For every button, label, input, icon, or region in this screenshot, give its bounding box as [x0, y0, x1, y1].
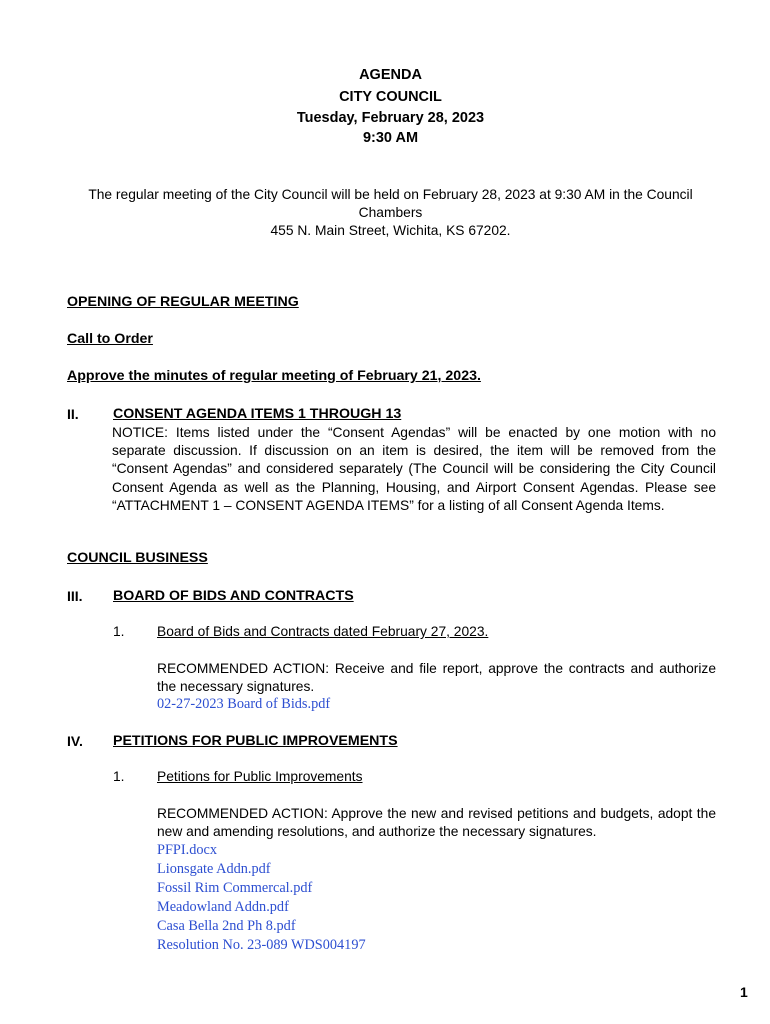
- bids-contracts-heading: BOARD OF BIDS AND CONTRACTS: [113, 588, 354, 604]
- consent-agenda-heading: CONSENT AGENDA ITEMS 1 THROUGH 13: [113, 406, 402, 422]
- approve-minutes-heading: Approve the minutes of regular meeting of February 21, 2023.: [67, 368, 481, 384]
- page-number: 1: [740, 984, 748, 1000]
- attachment-link[interactable]: Fossil Rim Commercal.pdf: [157, 880, 313, 896]
- petitions-item-title: Petitions for Public Improvements: [157, 769, 363, 784]
- council-business-heading: COUNCIL BUSINESS: [67, 550, 208, 566]
- attachment-link[interactable]: Meadowland Addn.pdf: [157, 899, 289, 915]
- attachment-link[interactable]: Resolution No. 23-089 WDS004197: [157, 937, 366, 953]
- petitions-recommended-action: RECOMMENDED ACTION: Approve the new and revised petitions and budgets, adopt the new and amending resolutions, and authorize the necessary signatures.: [157, 806, 716, 840]
- meeting-intro: [60, 186, 721, 240]
- bids-recommended-action: RECOMMENDED ACTION: Receive and file report, approve the contracts and authorize the necessary signatures.: [157, 661, 716, 695]
- attachment-link[interactable]: PFPI.docx: [157, 842, 217, 858]
- section-numeral-ii: II.: [67, 406, 79, 422]
- petitions-attachments: [157, 841, 366, 955]
- bids-item-number: 1.: [113, 624, 125, 639]
- meeting-time: 9:30 AM: [362, 130, 419, 146]
- attachment-link[interactable]: Lionsgate Addn.pdf: [157, 861, 271, 877]
- intro-address: 455 N. Main Street, Wichita, KS 67202.: [270, 223, 511, 238]
- attachment-link[interactable]: Casa Bella 2nd Ph 8.pdf: [157, 918, 296, 934]
- agenda-title: AGENDA: [359, 67, 422, 83]
- intro-line-2: Chambers: [358, 205, 423, 220]
- council-name: CITY COUNCIL: [339, 89, 442, 105]
- meeting-date: Tuesday, February 28, 2023: [296, 110, 485, 126]
- section-numeral-iv: IV.: [67, 733, 83, 749]
- petitions-item-number: 1.: [113, 769, 125, 784]
- bids-item-title: Board of Bids and Contracts dated February 27, 2023.: [157, 624, 489, 639]
- consent-notice: NOTICE: Items listed under the “Consent Agendas” will be enacted by one motion with no separate discussion. If discussion on an item is desired, the item will be removed from the “Consent Agendas” and considered separately (The Council will be considering the City Council Consent Agenda as well as the Planning, Housing, and Airport Consent Agendas. Please see “ATTACHMENT 1 – CONSENT AGENDA ITEMS” for a listing of all Consent Agenda Items.: [112, 425, 716, 513]
- intro-line-1: The regular meeting of the City Council will be held on February 28, 2023 at 9:30 AM in the Council: [88, 187, 693, 202]
- petitions-heading: PETITIONS FOR PUBLIC IMPROVEMENTS: [113, 733, 398, 749]
- call-to-order-heading: Call to Order: [67, 331, 153, 347]
- attachment-link[interactable]: 02-27-2023 Board of Bids.pdf: [157, 696, 331, 712]
- section-numeral-iii: III.: [67, 588, 83, 604]
- bids-attachments: [157, 695, 330, 714]
- opening-heading: OPENING OF REGULAR MEETING: [67, 294, 299, 310]
